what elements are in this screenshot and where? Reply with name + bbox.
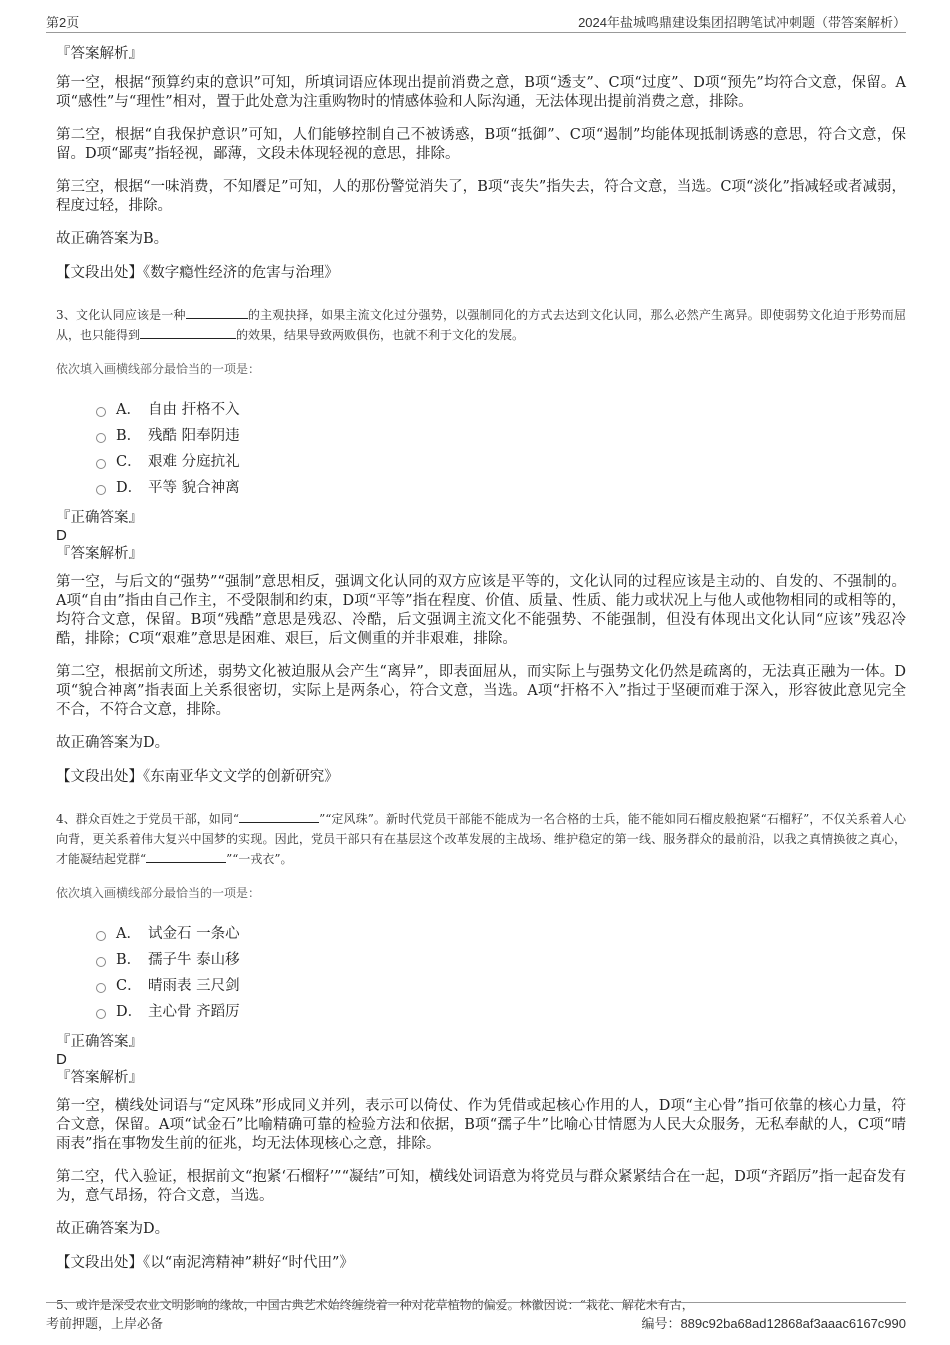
option-letter: A． [116,402,141,418]
option-text: 自由 扞格不入 [148,402,240,418]
question-3-options [56,397,906,501]
analysis-paragraph: 第二空，代入验证，根据前文“抱紧‘石榴籽’”“凝结”可知，横线处词语意为将党员与群众紧紧结合在一起，D项“齐蹈厉”指一起奋发有为，意气昂扬，符合文意，当选。 [56,1169,906,1204]
question-text: 的效果，结果导致两败俱伤，也就不利于文化的发展。 [236,328,525,342]
question-3-stem [56,305,906,345]
analysis-conclusion: 故正确答案为D。 [56,1221,170,1237]
option-a[interactable] [96,397,906,423]
correct-answer-block [56,1033,906,1087]
option-text: 晴雨表 三尺剑 [148,978,240,994]
analysis-conclusion: 故正确答案为D。 [56,735,170,751]
fill-blank [140,326,236,339]
analysis-paragraph: 第一空，与后文的“强势”“强制”意思相反，强调文化认同的双方应该是平等的，文化认同的过程应该是主动的、自发的、不强制的。A项“自由”指由自己作主，不受限制和约束，D项“平等”指在程度、价值、质量、性质、能力或状况上与他人或他物相同的或相等的，均符合文意，保留。B项“残酷”意思是残忍、冷酷，后文强调主流文化不能强势、不能强制，但没有体现出文化认同“应该”残忍冷酷，排除；C项“艰难”意思是困难、艰巨，后文侧重的并非艰难，排除。 [56,574,906,647]
question-text: ”“定风珠”。新时代党员干部能不能成为一名合格的士兵，能不能如同石榴皮般抱紧“石榴籽”，不仅关系着人心向背，更关系着伟大复兴中国梦的实现。因此，党员干部只有在基层这个改革发展的主战场、维护稳定的第一线、服务群众的最前沿，以我之真情换彼之真心，才能凝结起党群“ [56,812,906,866]
analysis-paragraph: 第二空，根据前文所述，弱势文化被迫服从会产生“离异”，即表面屈从，而实际上与强势文化仍然是疏离的，无法真正融为一体。D项“貌合神离”指表面上关系很密切，实际上是两条心，符合文意，当选。A项“扞格不入”指过于坚硬而难于深入，形容彼此意见完全不合，不符合文意，排除。 [56,664,906,718]
option-d[interactable] [96,475,906,501]
option-a[interactable] [96,921,906,947]
question-4-stem [56,809,906,869]
radio-button[interactable] [96,407,106,417]
document-id: 编号：889c92ba68ad12868af3aaac6167c990 [641,1316,906,1331]
analysis-paragraph: 第一空，横线处词语与“定风珠”形成同义并列，表示可以倚仗、作为凭借或起核心作用的人，D项“主心骨”指可依靠的核心力量，符合文意，保留。A项“试金石”比喻精确可靠的检验方法和依据，B项“孺子牛”比喻心甘情愿为人民大众服务，无私奉献的人，C项“晴雨表”指在事物发生前的征兆，均无法体现核心之意，排除。 [56,1098,906,1152]
option-text: 艰难 分庭抗礼 [148,454,240,470]
page-number: 第2页 [46,15,80,30]
question-text: ”“一戎衣”。 [226,852,293,866]
option-letter: C． [116,978,142,994]
option-letter: D． [116,480,143,496]
fill-blank [146,850,226,863]
option-b[interactable] [96,423,906,449]
option-text: 孺子牛 泰山移 [148,952,240,968]
correct-answer: D [56,527,67,544]
question-4-options [56,921,906,1025]
question-prompt: 依次填入画横线部分最恰当的一项是： [56,886,261,900]
question-text: 3、文化认同应该是一种 [56,308,186,322]
analysis-conclusion: 故正确答案为B。 [56,231,169,247]
footer-slogan: 考前押题，上岸必备 [46,1316,164,1331]
analysis-label: 『答案解析』 [56,546,143,562]
fill-blank [239,810,319,823]
option-letter: C． [116,454,142,470]
radio-button[interactable] [96,1009,106,1019]
analysis-label: 『答案解析』 [56,1070,143,1086]
correct-answer-block [56,509,906,563]
radio-button[interactable] [96,459,106,469]
correct-answer-label: 『正确答案』 [56,510,143,526]
document-title: 2024年盐城鸣鼎建设集团招聘笔试冲刺题（带答案解析） [578,15,906,30]
source-citation: 【文段出处】《数字瘾性经济的危害与治理》 [56,265,339,281]
analysis-paragraph: 第二空，根据“自我保护意识”可知，人们能够控制自己不被诱惑，B项“抵御”、C项“遏制”均能体现抵制诱惑的意思，符合文意，保留。D项“鄙夷”指轻视，鄙薄，文段未体现轻视的意思，排除。 [56,127,906,162]
fill-blank [186,306,248,319]
radio-button[interactable] [96,983,106,993]
page-footer [46,1302,906,1332]
analysis-paragraph: 第三空，根据“一味消费，不知餍足”可知，人的那份警觉消失了，B项“丧失”指失去，符合文意，当选。C项“淡化”指减轻或者减弱，程度过轻，排除。 [56,179,906,214]
option-c[interactable] [96,973,906,999]
question-5-stem: 5、或许是深受农业文明影响的缘故，中国古典艺术始终缠绕着一种对花草植物的偏爱。林徽因说：“栽花、解花未有古， [56,1298,694,1312]
correct-answer: D [56,1051,67,1068]
analysis-paragraph: 第一空，根据“预算约束的意识”可知，所填词语应体现出提前消费之意，B项“透支”、C项“过度”、D项“预先”均符合文意，保留。A项“感性”与“理性”相对，置于此处意为注重购物时的情感体验和人际沟通，无法体现出提前消费之意，排除。 [56,75,906,110]
option-letter: D． [116,1004,143,1020]
option-letter: B． [116,428,142,444]
page-content [56,44,906,1312]
option-c[interactable] [96,449,906,475]
source-citation: 【文段出处】《东南亚华文文学的创新研究》 [56,769,339,785]
option-b[interactable] [96,947,906,973]
question-text: 4、群众百姓之于党员干部，如同“ [56,812,240,826]
option-letter: B． [116,952,142,968]
correct-answer-label: 『正确答案』 [56,1034,143,1050]
analysis-label: 『答案解析』 [56,46,143,62]
option-d[interactable] [96,999,906,1025]
option-letter: A． [116,926,141,942]
page-header [46,12,906,33]
question-prompt: 依次填入画横线部分最恰当的一项是： [56,362,261,376]
option-text: 残酷 阳奉阴违 [148,428,240,444]
radio-button[interactable] [96,433,106,443]
option-text: 试金石 一条心 [148,926,240,942]
option-text: 平等 貌合神离 [148,480,240,496]
question-text: 的主观抉择，如果主流文化过分强势，以强制同化的方式去达到文化认同，那么必然产生离异。即使弱势文化迫于形势而屈从，也只能得到 [56,308,906,342]
option-text: 主心骨 齐蹈厉 [148,1004,240,1020]
source-citation: 【文段出处】《以“南泥湾精神”耕好“时代田”》 [56,1255,354,1271]
radio-button[interactable] [96,957,106,967]
radio-button[interactable] [96,485,106,495]
radio-button[interactable] [96,931,106,941]
